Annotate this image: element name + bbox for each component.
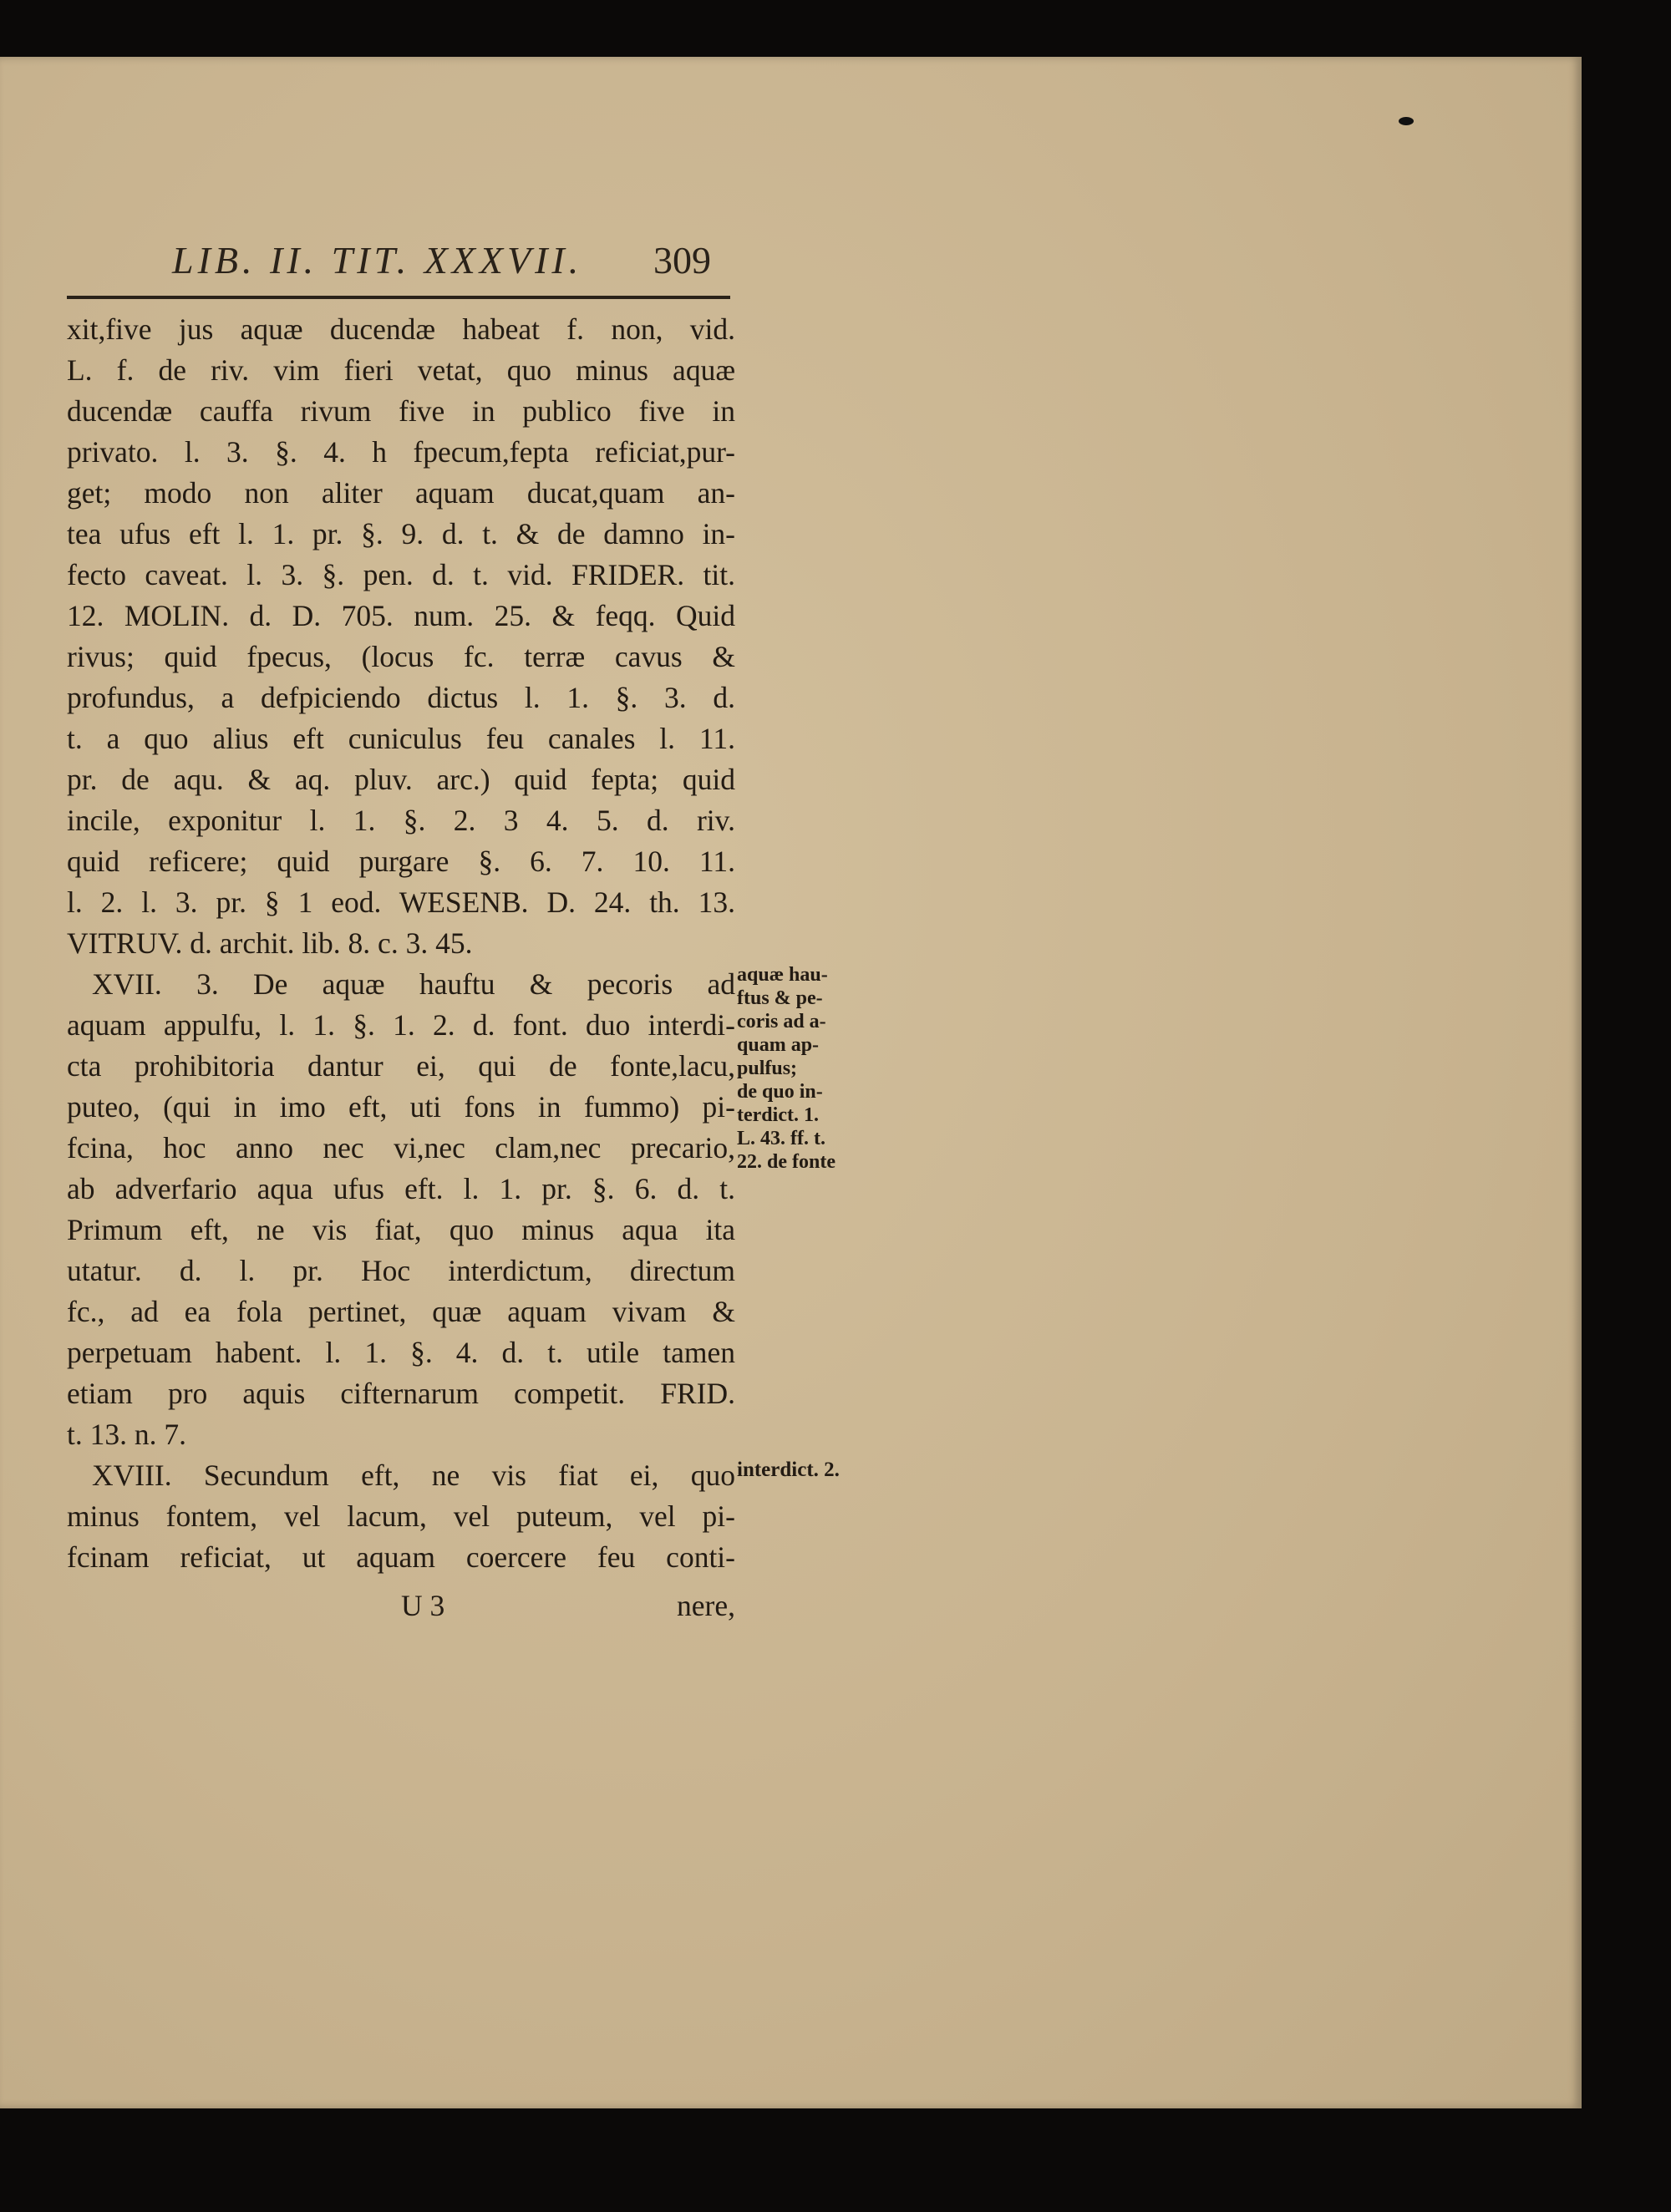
text-line: t. a quo alius eft cuniculus feu canales l. 11. [67,722,735,755]
text-line: utatur. d. l. pr. Hoc interdictum, directum [67,1254,735,1287]
text-line: profundus, a defpiciendo dictus l. 1. §. 3. d. [67,681,735,714]
text-line: L. f. de riv. vim fieri vetat, quo minus aquæ [67,353,735,387]
text-line: ducendæ cauffa rivum five in publico five in [67,394,735,428]
body-text [67,309,735,1578]
page-number: 309 [653,239,711,282]
text-line: 12. MOLIN. d. D. 705. num. 25. & feqq. Quid [67,599,735,632]
margin-note-line: coris ad a- [737,1011,826,1032]
running-head: LIB. II. TIT. XXXVII. [172,239,583,282]
header-rule [67,296,730,299]
margin-note-interdict-1 [737,963,887,1174]
margin-note-line: de quo in- [737,1081,823,1103]
text-line: get; modo non aliter aquam ducat,quam an- [67,476,735,510]
text-line: l. 2. l. 3. pr. § 1 eod. WESENB. D. 24. th. 13. [67,885,735,919]
text-line: fcina, hoc anno nec vi,nec clam,nec precario, [67,1131,735,1164]
ink-mark [1399,117,1414,125]
text-line: ab adverfario aqua ufus eft. l. 1. pr. §. 6. d. t. [67,1172,735,1205]
text-line: privato. l. 3. §. 4. h fpecum,fepta reficiat,pur- [67,435,735,469]
text-line: puteo, (qui in imo eft, uti fons in fummo) pi- [67,1090,735,1124]
text-line: fc., ad ea fola pertinet, quæ aquam vivam & [67,1295,735,1328]
section-xvii-start: XVII. 3. De aquæ hauftu & pecoris ad [92,967,735,1001]
text-line: pr. de aqu. & aq. pluv. arc.) quid fepta; quid [67,763,735,796]
text-line: perpetuam habent. l. 1. §. 4. d. t. utile tamen [67,1336,735,1369]
margin-note-line: terdict. 1. [737,1104,819,1126]
margin-note-interdict-2: interdict. 2. [737,1459,840,1481]
text-line: rivus; quid fpecus, (locus fc. terræ cavus & [67,640,735,673]
text-line: Primum eft, ne vis fiat, quo minus aqua ita [67,1213,735,1246]
margin-note-line: 22. de fonte [737,1151,836,1173]
text-line: t. 13. n. 7. [67,1418,186,1451]
text-line: xit,five jus aquæ ducendæ habeat f. non, vid. [67,312,735,346]
margin-note-line: pulfus; [737,1058,798,1079]
text-line: VITRUV. d. archit. lib. 8. c. 3. 45. [67,926,473,960]
text-line: tea ufus eft l. 1. pr. §. 9. d. t. & de damno in- [67,517,735,550]
footer-line [67,1585,735,1626]
text-line: fecto caveat. l. 3. §. pen. d. t. vid. FRIDER. tit. [67,558,735,591]
text-line: etiam pro aquis cifternarum competit. FRID. [67,1377,735,1410]
margin-note-line: L. 43. ff. t. [737,1128,825,1149]
section-xviii-start: XVIII. Secundum eft, ne vis fiat ei, quo [92,1459,735,1492]
text-line: cta prohibitoria dantur ei, qui de fonte,lacu, [67,1049,735,1083]
text-line: fcinam reficiat, ut aquam coercere feu conti- [67,1540,735,1574]
margin-note-line: aquæ hau- [737,964,828,986]
text-line: incile, exponitur l. 1. §. 2. 3 4. 5. d. riv. [67,804,735,837]
margin-note-line: ftus & pe- [737,987,823,1009]
signature-mark: U 3 [401,1589,445,1622]
text-line: aquam appulfu, l. 1. §. 1. 2. d. font. duo interdi- [67,1008,735,1042]
catchword: nere, [677,1589,735,1622]
margin-note-line: quam ap- [737,1034,820,1056]
text-line: minus fontem, vel lacum, vel puteum, vel pi- [67,1499,735,1533]
text-line: quid reficere; quid purgare §. 6. 7. 10. 11. [67,845,735,878]
